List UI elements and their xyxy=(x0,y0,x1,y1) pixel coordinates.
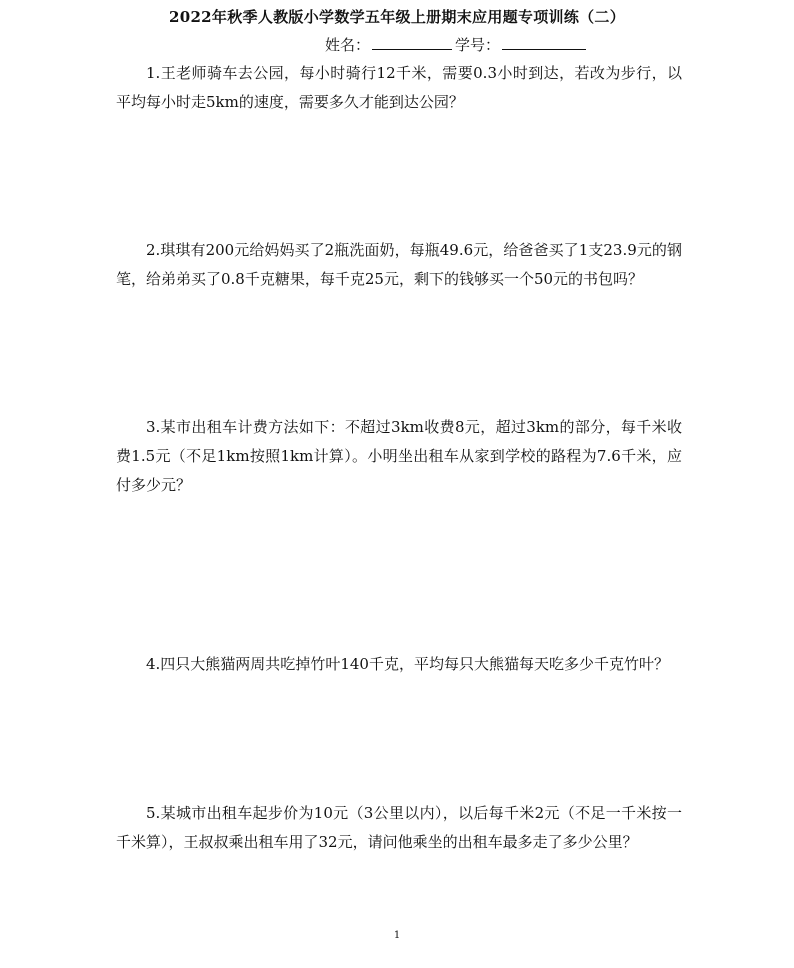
question-2: 2.琪琪有200元给妈妈买了2瓶洗面奶，每瓶49.6元，给爸爸买了1支23.9元的钢笔，给弟弟买了0.8千克糖果，每千克25元，剩下的钱够买一个50元的书包吗？ xyxy=(116,241,682,288)
student-info-line xyxy=(325,34,589,55)
question-5: 5.某城市出租车起步价为10元（3公里以内），以后每千米2元（不足一千米按一千米算），王叔叔乘出租车用了32元，请问他乘坐的出租车最多走了多少公里？ xyxy=(116,804,682,851)
id-label: 学号： xyxy=(455,36,501,54)
page-number: 1 xyxy=(393,930,401,941)
page-title: 2022年秋季人教版小学数学五年级上册期末应用题专项训练（二） xyxy=(168,8,626,26)
question-3: 3.某市出租车计费方法如下：不超过3km收费8元，超过3km的部分，每千米收费1.5元（不足1km按照1km计算）。小明坐出租车从家到学校的路程为7.6千米，应付多少元？ xyxy=(116,418,682,494)
name-label: 姓名： xyxy=(325,36,371,54)
name-blank[interactable] xyxy=(372,35,452,50)
id-blank[interactable] xyxy=(502,35,586,50)
question-4: 4.四只大熊猫两周共吃掉竹叶140千克，平均每只大熊猫每天吃多少千克竹叶？ xyxy=(146,655,669,673)
question-1: 1.王老师骑车去公园，每小时骑行12千米，需要0.3小时到达，若改为步行，以平均每小时走5km的速度，需要多久才能到达公园？ xyxy=(116,64,682,111)
